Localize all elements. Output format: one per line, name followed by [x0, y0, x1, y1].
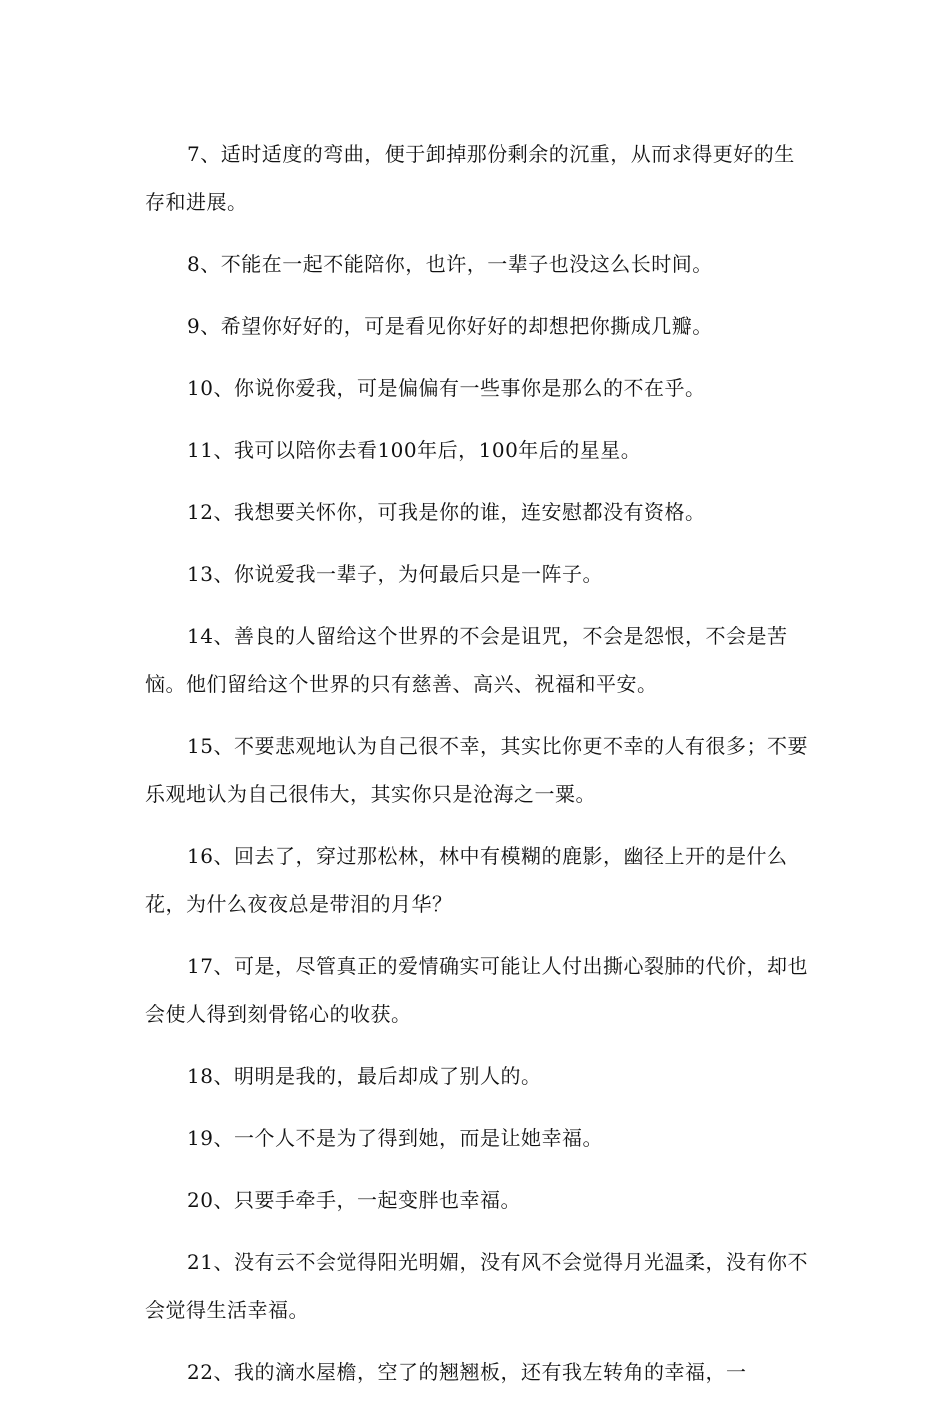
- paragraph-10: 10、你说你爱我，可是偏偏有一些事你是那么的不在乎。: [187, 376, 706, 400]
- document-body: [145, 130, 810, 1410]
- paragraph-12: 12、我想要关怀你，可我是你的谁，连安慰都没有资格。: [187, 500, 706, 524]
- paragraph-11: 11、我可以陪你去看100年后，100年后的星星。: [187, 438, 642, 462]
- paragraph-13: 13、你说爱我一辈子，为何最后只是一阵子。: [187, 562, 603, 586]
- paragraph-20: 20、只要手牵手，一起变胖也幸福。: [187, 1188, 521, 1212]
- paragraph-18: 18、明明是我的，最后却成了别人的。: [187, 1064, 542, 1088]
- paragraph-16: 16、回去了，穿过那松林，林中有模糊的鹿影，幽径上开的是什么花，为什么夜夜总是带泪的月华？: [145, 844, 788, 916]
- paragraph-8: 8、不能在一起不能陪你，也许，一辈子也没这么长时间。: [187, 252, 713, 276]
- paragraph-22: 22、我的滴水屋檐，空了的翘翘板，还有我左转角的幸福，一: [187, 1360, 747, 1384]
- paragraph-7: 7、适时适度的弯曲，便于卸掉那份剩余的沉重，从而求得更好的生存和进展。: [145, 142, 795, 214]
- paragraph-19: 19、一个人不是为了得到她，而是让她幸福。: [187, 1126, 603, 1150]
- paragraph-14: 14、善良的人留给这个世界的不会是诅咒，不会是怨恨，不会是苦恼。他们留给这个世界的只有慈善、高兴、祝福和平安。: [145, 624, 788, 696]
- paragraph-9: 9、希望你好好的，可是看见你好好的却想把你撕成几瓣。: [187, 314, 713, 338]
- paragraph-17: 17、可是，尽管真正的爱情确实可能让人付出撕心裂肺的代价，却也会使人得到刻骨铭心的收获。: [145, 954, 808, 1026]
- paragraph-21: 21、没有云不会觉得阳光明媚，没有风不会觉得月光温柔，没有你不会觉得生活幸福。: [145, 1250, 808, 1322]
- paragraph-15: 15、不要悲观地认为自己很不幸，其实比你更不幸的人有很多；不要乐观地认为自己很伟大，其实你只是沧海之一粟。: [145, 734, 808, 806]
